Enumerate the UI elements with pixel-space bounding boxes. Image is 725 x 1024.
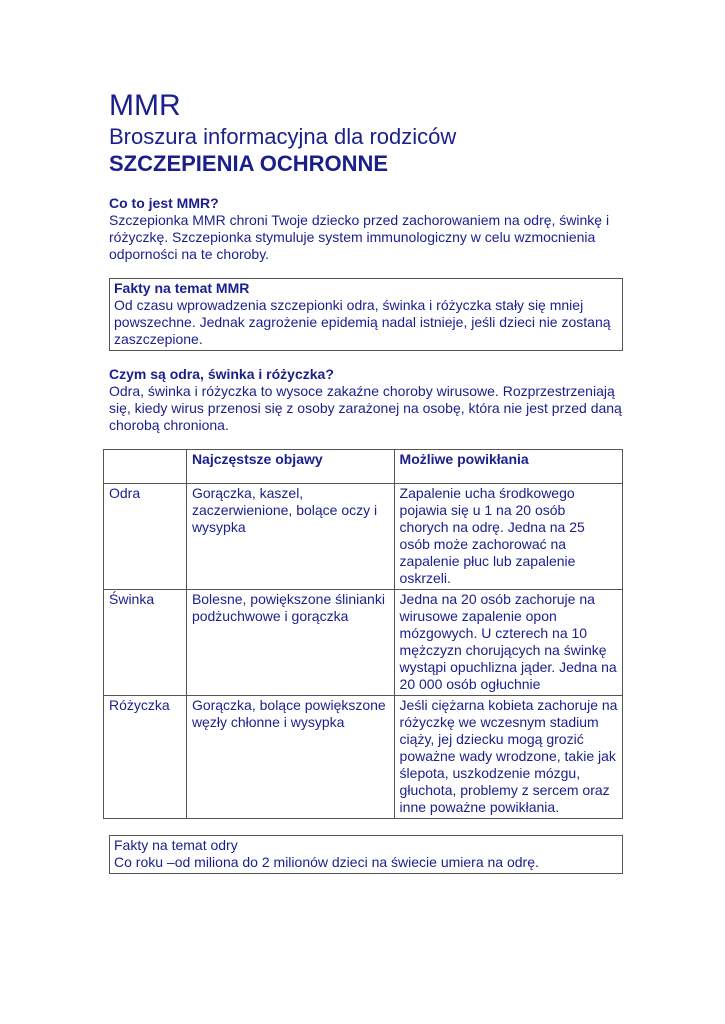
table-header-cell: Najczęstsze objawy [186,450,394,484]
table-cell-symptoms: Gorączka, bolące powiększone węzły chłonne i wysypka [186,696,394,819]
table-cell-symptoms: Gorączka, kaszel, zaczerwienione, bolące oczy i wysypka [186,484,394,590]
table-header-row [104,450,623,484]
table-cell-disease: Odra [104,484,187,590]
table-cell-symptoms: Bolesne, powiększone ślinianki podżuchwowe i gorączka [186,590,394,696]
section-heading: Co to jest MMR? [109,195,219,211]
facts-mmr-heading: Fakty na temat MMR [114,280,250,296]
facts-measles-text: Co roku –od miliona do 2 milionów dzieci na świecie umiera na odrę. [114,854,539,870]
section-what-is [109,195,623,263]
facts-measles-box [109,835,623,874]
table-cell-complications: Jedna na 20 osób zachoruje na wirusowe zapalenie opon mózgowych. U czterech na 10 mężczyzn chorujących na świnkę wystąpi opuchlizna jąder. Jedna na 20 000 osób ogłuchnie [394,590,622,696]
page-topic: SZCZEPIENIA OCHRONNE [109,151,389,176]
page-title: MMR [109,89,181,122]
table-row [104,590,623,696]
page-subtitle: Broszura informacyjna dla rodziców [109,124,457,149]
table-row [104,484,623,590]
table-cell-complications: Jeśli ciężarna kobieta zachoruje na różyczkę we wczesnym stadium ciąży, jej dziecku mogą grozić poważne wady wrodzone, takie jak ślepota, uszkodzenie mózgu, głuchota, problemy z sercem oraz inne poważne powikłania. [394,696,622,819]
table-cell-disease: Świnka [104,590,187,696]
facts-mmr-box [109,278,623,351]
document-page [109,88,623,874]
table-header-cell [104,450,187,484]
section-text: Szczepionka MMR chroni Twoje dziecko przed zachorowaniem na odrę, świnkę i różyczkę. Szczepionka stymuluje system immunologiczny w celu wzmocnienia odporności na te choroby. [109,212,610,262]
table-cell-complications: Zapalenie ucha środkowego pojawia się u 1 na 20 osób chorych na odrę. Jedna na 25 osób może zachorować na zapalenie płuc lub zapalenie oskrzeli. [394,484,622,590]
facts-mmr-text: Od czasu wprowadzenia szczepionki odra, świnka i różyczka stały się mniej powszechne. Jednak zagrożenie epidemią nadal istnieje, jeśli dzieci nie zostaną zaszczepione. [114,297,611,347]
table-cell-disease: Różyczka [104,696,187,819]
section-text: Odra, świnka i różyczka to wysoce zakaźne choroby wirusowe. Rozprzestrzeniają się, kiedy wirus przenosi się z osoby zarażonej na osobę, która nie jest przed daną chorobą chroniona. [109,383,622,433]
section-heading: Czym są odra, świnka i różyczka? [109,366,334,382]
disease-table [103,449,623,819]
table-header-cell: Możliwe powikłania [394,450,622,484]
section-diseases [109,366,623,434]
table-row [104,696,623,819]
facts-measles-heading: Fakty na temat odry [114,837,238,853]
